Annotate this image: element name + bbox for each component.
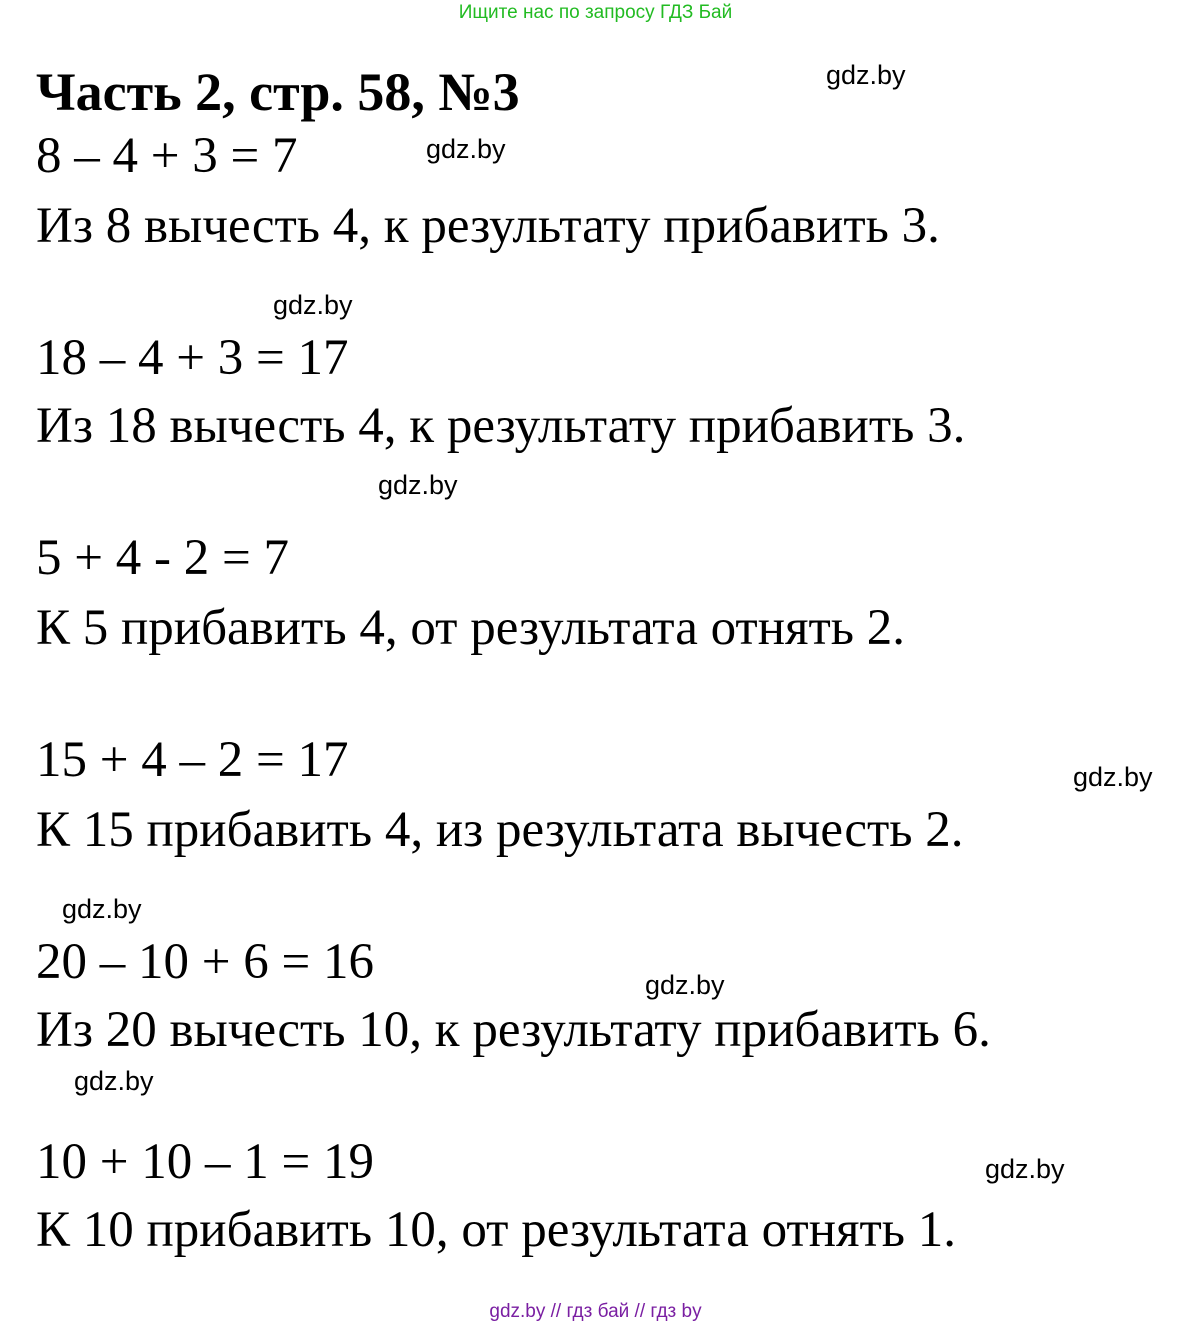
explanation-5: Из 20 вычесть 10, к результату прибавить 6. — [36, 1002, 991, 1058]
watermark-text: gdz.by — [62, 894, 142, 924]
footer-links[interactable]: gdz.by // гдз бай // гдз by — [489, 1301, 702, 1322]
equation-3: 5 + 4 - 2 = 7 — [36, 530, 290, 586]
top-banner-text[interactable]: Ищите нас по запросу ГДЗ Бай — [458, 2, 733, 23]
page-title: Часть 2, стр. 58, №3 — [36, 62, 520, 122]
equation-2: 18 – 4 + 3 = 17 — [36, 330, 349, 386]
watermark-text: gdz.by — [826, 60, 906, 90]
watermark-text: gdz.by — [645, 970, 725, 1000]
equation-1: 8 – 4 + 3 = 7 — [36, 128, 298, 184]
explanation-3: К 5 прибавить 4, от результата отнять 2. — [36, 600, 906, 656]
explanation-1: Из 8 вычесть 4, к результату прибавить 3. — [36, 198, 940, 254]
explanation-2: Из 18 вычесть 4, к результату прибавить 3. — [36, 398, 966, 454]
watermark-text: gdz.by — [426, 134, 506, 164]
explanation-4: К 15 прибавить 4, из результата вычесть 2. — [36, 802, 964, 858]
watermark-text: gdz.by — [1073, 762, 1153, 792]
watermark-text: gdz.by — [74, 1066, 154, 1096]
equation-6: 10 + 10 – 1 = 19 — [36, 1134, 375, 1190]
equation-5: 20 – 10 + 6 = 16 — [36, 934, 375, 990]
explanation-6: К 10 прибавить 10, от результата отнять 1. — [36, 1202, 957, 1258]
watermark-text: gdz.by — [985, 1154, 1065, 1184]
watermark-text: gdz.by — [273, 290, 353, 320]
equation-4: 15 + 4 – 2 = 17 — [36, 732, 349, 788]
watermark-text: gdz.by — [378, 470, 458, 500]
